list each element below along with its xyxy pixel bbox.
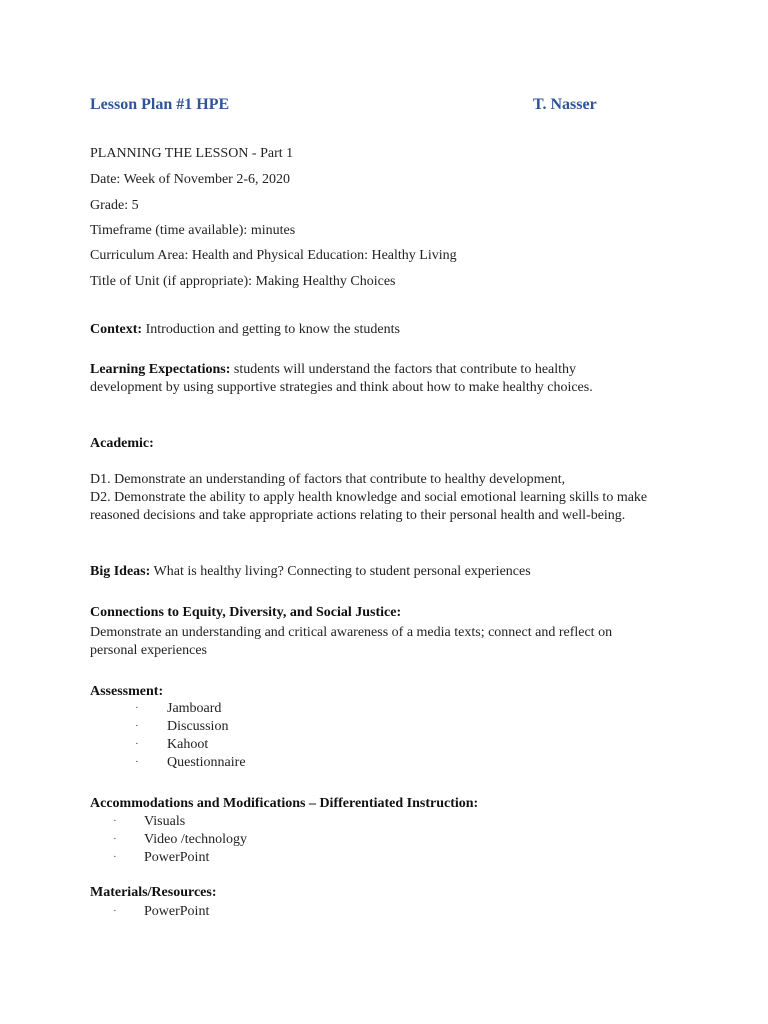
context-section [90,321,400,339]
list-bullet: · [135,702,139,714]
list-bullet: · [113,905,117,917]
assessment-label [90,683,163,701]
curriculum-line: Curriculum Area: Health and Physical Education: Healthy Living [90,248,457,263]
list-bullet: · [113,851,117,863]
document-title: Lesson Plan #1 HPE [90,96,230,113]
planning-heading: PLANNING THE LESSON - Part 1 [90,146,294,161]
academic-label-text: Academic: [90,436,154,451]
author-name: T. Nasser [533,96,597,113]
assessment-item: Jamboard [167,701,222,716]
academic-label [90,435,154,453]
accommodations-label [90,795,478,813]
accommodations-label-text: Accommodations and Modifications – Differentiated Instruction: [90,796,479,811]
date-line: Date: Week of November 2-6, 2020 [90,172,290,187]
list-bullet: · [113,833,117,845]
academic-expectation-d1: D1. Demonstrate an understanding of factors that contribute to healthy development, [90,472,566,487]
material-item: PowerPoint [144,904,210,919]
accommodation-item: PowerPoint [144,850,210,865]
list-bullet: · [135,738,139,750]
unit-line: Title of Unit (if appropriate): Making Healthy Choices [90,274,396,289]
learning-label: Learning Expectations: [90,362,231,377]
list-bullet: · [135,720,139,732]
list-bullet: · [135,756,139,768]
document-header [90,96,690,118]
assessment-item: Questionnaire [167,755,246,770]
equity-label [90,604,401,622]
materials-label-text: Materials/Resources: [90,885,217,900]
big-ideas-text: What is healthy living? Connecting to student personal experiences [150,564,531,579]
equity-text: Demonstrate an understanding and critical awareness of a media texts; connect and reflect on personal experiences [90,625,613,658]
academic-expectation-d2: D2. Demonstrate the ability to apply health knowledge and social emotional learning skills to make reasoned decisions and take appropriate actions relating to their personal health and well-being. [90,490,648,523]
list-bullet: · [113,815,117,827]
materials-label [90,884,216,902]
big-ideas-section [90,563,531,581]
learning-text-line2: development by using supportive strategies and think about how to make healthy choices. [90,380,593,395]
equity-label-text: Connections to Equity, Diversity, and Social Justice: [90,605,402,620]
timeframe-line: Timeframe (time available): minutes [90,223,296,238]
big-ideas-label: Big Ideas: [90,564,151,579]
context-label: Context: [90,322,143,337]
learning-text-line1: students will understand the factors that contribute to healthy [230,362,577,377]
context-text: Introduction and getting to know the students [142,322,400,337]
accommodation-item: Video /technology [144,832,247,847]
grade-line: Grade: 5 [90,198,139,213]
assessment-item: Discussion [167,719,229,734]
learning-expectations-section [90,361,680,397]
assessment-item: Kahoot [167,737,209,752]
assessment-label-text: Assessment: [90,684,164,699]
accommodation-item: Visuals [144,814,186,829]
